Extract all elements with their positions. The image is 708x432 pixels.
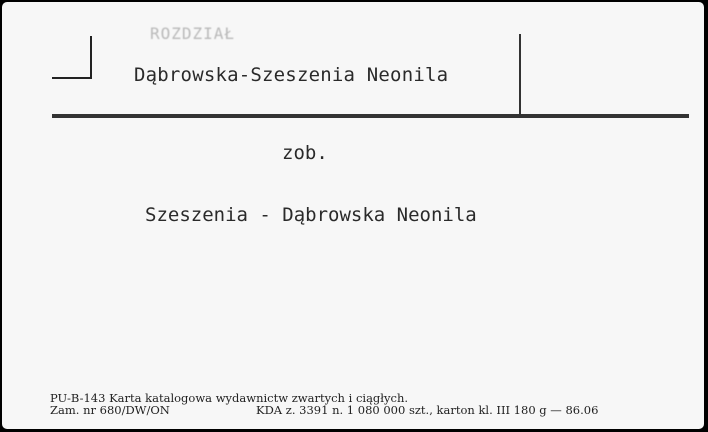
card-footer-print-info: KDA z. 3391 n. 1 080 000 szt., karton kl. III 180 g — 86.06 <box>256 403 599 417</box>
faded-header-text: ROZDZIAŁ <box>150 24 236 43</box>
corner-mark-vertical <box>90 36 92 78</box>
card-heading: Dąbrowska-Szeszenia Neonila <box>134 64 449 86</box>
heading-rule <box>52 114 689 118</box>
see-reference-label: zob. <box>282 142 328 164</box>
catalog-card <box>2 2 704 429</box>
heading-divider-vertical <box>519 34 521 114</box>
corner-mark-horizontal <box>52 77 92 79</box>
card-footer-line-1: PU-B-143 Karta katalogowa wydawnictw zwartych i ciągłych. <box>50 391 409 405</box>
see-reference-target: Szeszenia - Dąbrowska Neonila <box>145 204 477 226</box>
card-footer-order-number: Zam. nr 680/DW/ON <box>50 403 170 417</box>
